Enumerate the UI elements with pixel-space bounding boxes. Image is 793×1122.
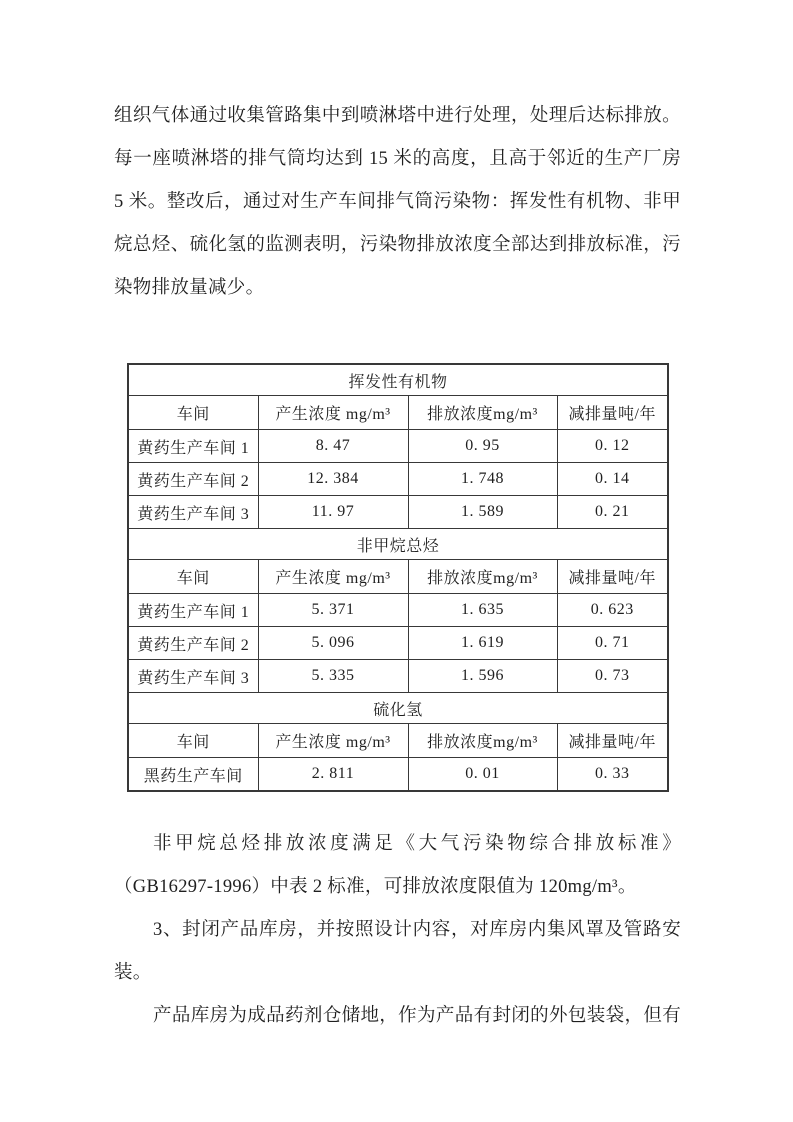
cell-emitted: 1. 748 [408,463,557,496]
column-header-reduction: 减排量吨/年 [557,560,668,594]
cell-reduced: 0. 21 [557,496,668,529]
cell-produced: 2. 811 [258,758,408,792]
intro-paragraph [114,95,681,310]
cell-workshop: 黄药生产车间 1 [128,430,258,463]
cell-workshop: 黄药生产车间 2 [128,627,258,660]
table-header-row [128,396,668,430]
cell-reduced: 0. 14 [557,463,668,496]
column-header-emission-concentration: 排放浓度mg/m³ [408,724,557,758]
table-section-title: 硫化氢 [128,693,668,724]
paragraph-line: 非甲烷总烃排放浓度满足《大气污染物综合排放标准》 [153,834,681,854]
emissions-table [127,363,669,792]
paragraph-line: 每一座喷淋塔的排气筒均达到 15 米的高度，且高于邻近的生产厂房 [114,149,681,169]
cell-produced: 11. 97 [258,496,408,529]
cell-produced: 5. 371 [258,594,408,627]
table-row [128,430,668,463]
table-row [128,594,668,627]
table-header-row [128,724,668,758]
paragraph-line: 产品库房为成品药剂仓储地，作为产品有封闭的外包装袋，但有 [153,1006,681,1026]
cell-workshop: 黄药生产车间 3 [128,496,258,529]
table-section-title: 非甲烷总烃 [128,529,668,560]
column-header-produced-concentration: 产生浓度 mg/m³ [258,396,408,430]
table-row [128,463,668,496]
table-row [128,496,668,529]
paragraph-line: 5 米。整改后，通过对生产车间排气筒污染物：挥发性有机物、非甲 [114,192,681,212]
paragraph-line: （GB16297-1996）中表 2 标准，可排放浓度限值为 120mg/m³。 [114,877,637,897]
column-header-emission-concentration: 排放浓度mg/m³ [408,560,557,594]
cell-emitted: 1. 635 [408,594,557,627]
cell-produced: 8. 47 [258,430,408,463]
column-header-workshop: 车间 [128,560,258,594]
column-header-workshop: 车间 [128,396,258,430]
column-header-produced-concentration: 产生浓度 mg/m³ [258,724,408,758]
cell-produced: 5. 335 [258,660,408,693]
cell-workshop: 黑药生产车间 [128,758,258,792]
cell-reduced: 0. 73 [557,660,668,693]
paragraph-line: 组织气体通过收集管路集中到喷淋塔中进行处理，处理后达标排放。 [114,106,681,126]
cell-produced: 5. 096 [258,627,408,660]
paragraph-line: 烷总烃、硫化氢的监测表明，污染物排放浓度全部达到排放标准，污 [114,235,681,255]
cell-emitted: 1. 619 [408,627,557,660]
column-header-reduction: 减排量吨/年 [557,724,668,758]
column-header-emission-concentration: 排放浓度mg/m³ [408,396,557,430]
cell-emitted: 1. 596 [408,660,557,693]
column-header-reduction: 减排量吨/年 [557,396,668,430]
column-header-workshop: 车间 [128,724,258,758]
paragraph-line: 染物排放量减少。 [114,278,265,298]
cell-reduced: 0. 33 [557,758,668,792]
table-section-voc [128,364,668,396]
cell-reduced: 0. 71 [557,627,668,660]
column-header-produced-concentration: 产生浓度 mg/m³ [258,560,408,594]
table-header-row [128,560,668,594]
table-row [128,660,668,693]
cell-workshop: 黄药生产车间 1 [128,594,258,627]
table-section-nmhc [128,529,668,560]
cell-workshop: 黄药生产车间 2 [128,463,258,496]
paragraph-line: 3、封闭产品库房，并按照设计内容，对库房内集风罩及管路安 [153,920,681,940]
cell-produced: 12. 384 [258,463,408,496]
cell-workshop: 黄药生产车间 3 [128,660,258,693]
table-section-h2s [128,693,668,724]
table-row [128,758,668,792]
cell-emitted: 1. 589 [408,496,557,529]
closing-paragraphs [114,823,681,1038]
table-section-title: 挥发性有机物 [128,364,668,396]
cell-emitted: 0. 95 [408,430,557,463]
cell-reduced: 0. 12 [557,430,668,463]
paragraph-line: 装。 [114,963,152,983]
cell-emitted: 0. 01 [408,758,557,792]
table-row [128,627,668,660]
cell-reduced: 0. 623 [557,594,668,627]
